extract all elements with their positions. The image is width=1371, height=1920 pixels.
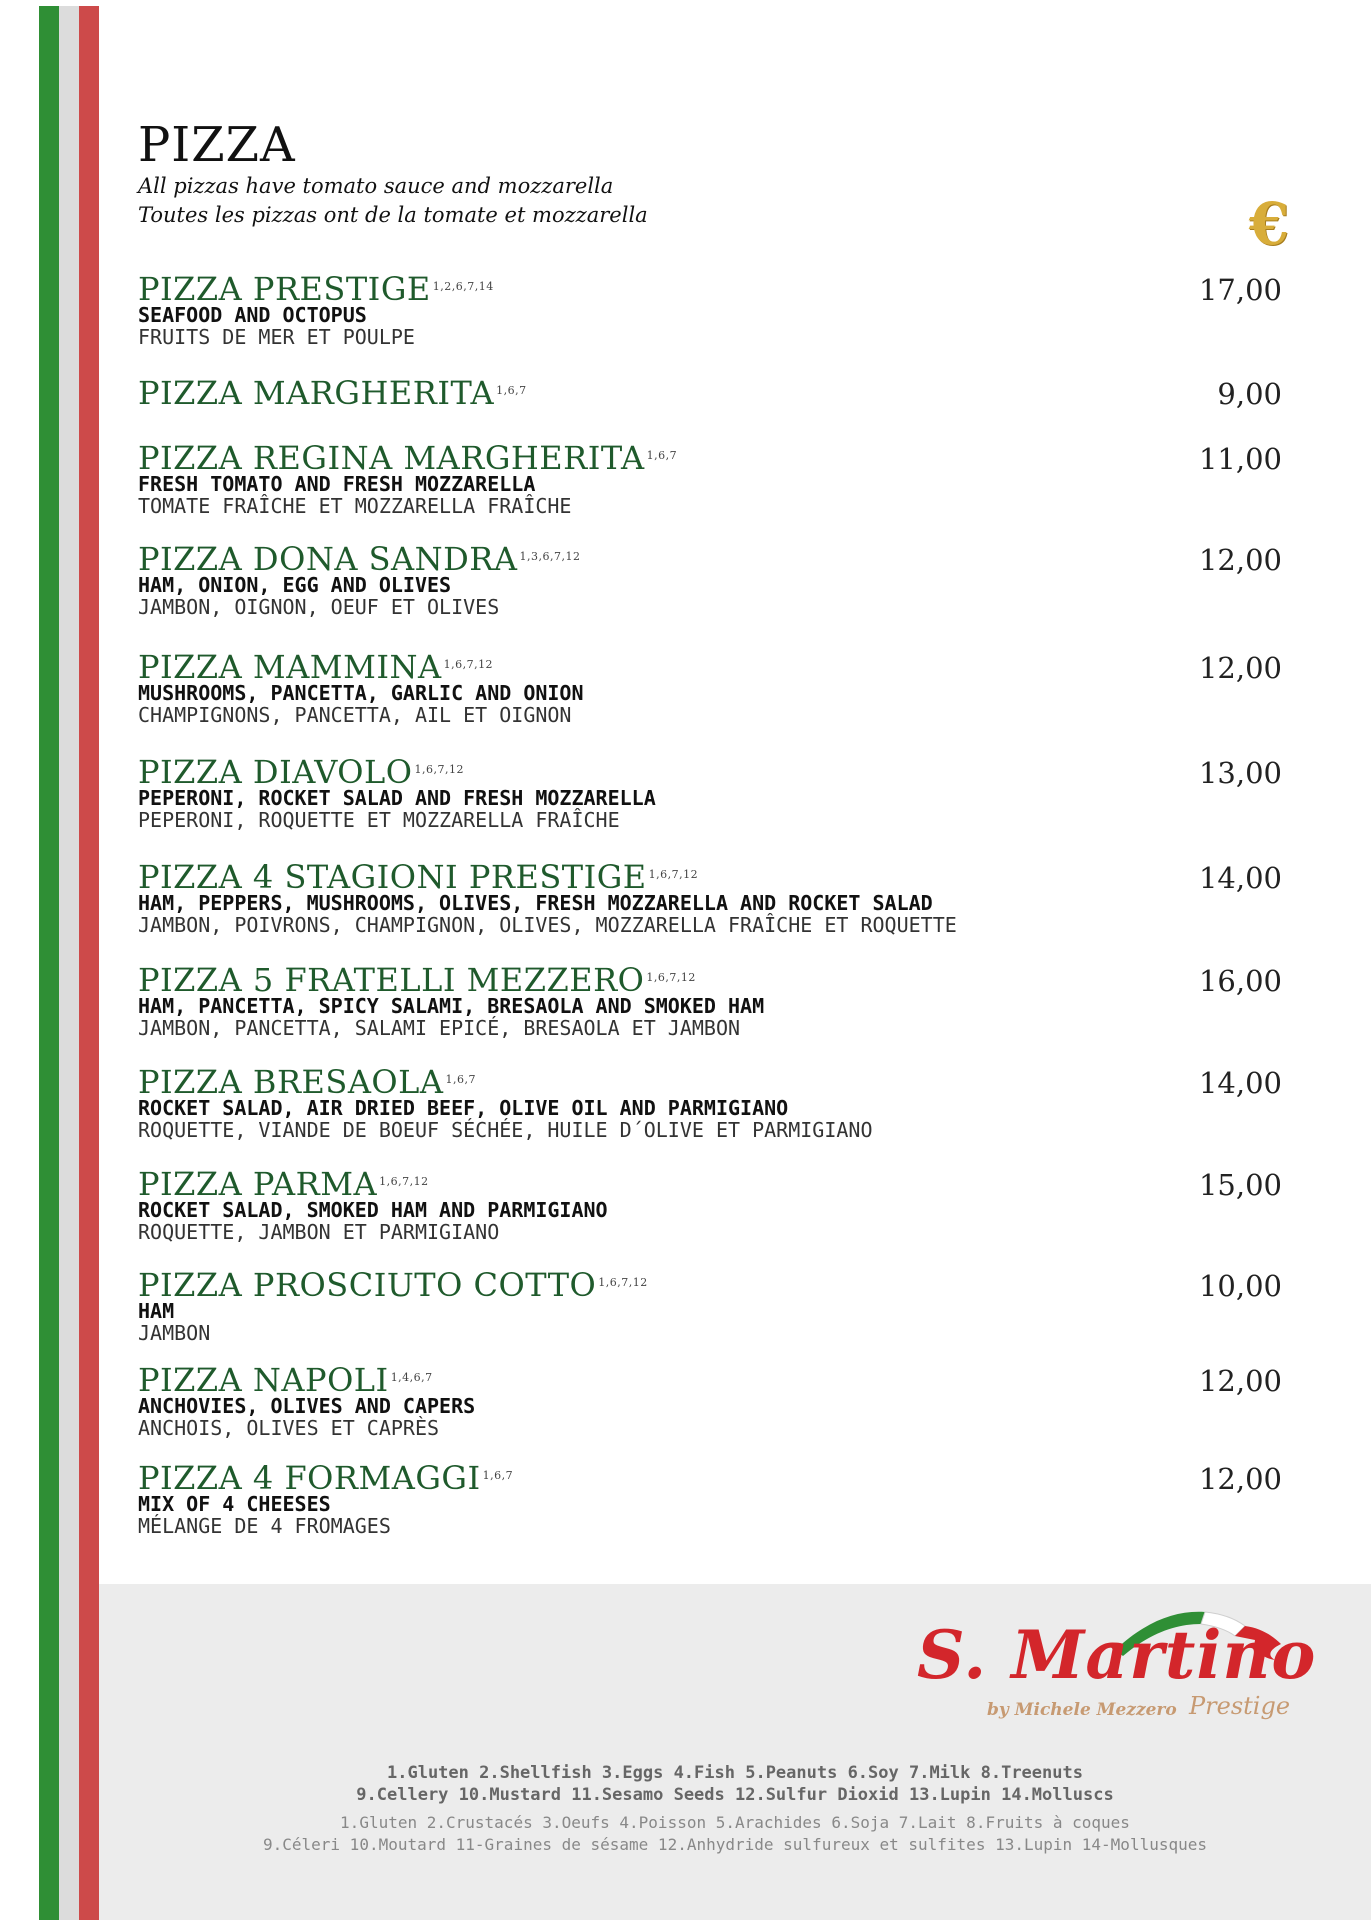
item-name: PIZZA REGINA MARGHERITA [138,439,645,477]
item-allergens: 1,6,7,12 [443,658,494,671]
menu-item [138,375,1288,411]
item-allergens: 1,6,7,12 [379,1175,429,1188]
item-description-fr: JAMBON, PANCETTA, SALAMI EPICÉ, BRESAOLA ET JAMBON [138,1016,741,1040]
item-name: PIZZA DIAVOLO [138,753,413,791]
item-description-en: ANCHOVIES, OLIVES AND CAPERS [138,1394,476,1418]
item-allergens: 1,6,7,12 [414,763,464,776]
menu-item [138,1460,1288,1537]
item-description-en: PEPERONI, ROCKET SALAD AND FRESH MOZZARELLA [138,786,656,810]
item-description-fr: JAMBON, POIVRONS, CHAMPIGNON, OLIVES, MOZZARELLA FRAÎCHE ET ROQUETTE [138,913,957,937]
item-description-fr: TOMATE FRAÎCHE ET MOZZARELLA FRAÎCHE [138,494,572,518]
item-description-fr: PEPERONI, ROQUETTE ET MOZZARELLA FRAÎCHE [138,808,620,832]
item-description-en: MUSHROOMS, PANCETTA, GARLIC AND ONION [138,681,584,705]
item-name: PIZZA MAMMINA [138,648,442,686]
item-price: 11,00 [1198,442,1282,476]
item-allergens: 1,6,7 [445,1073,477,1086]
item-description-en: SEAFOOD AND OCTOPUS [138,303,367,327]
logo-tagline: Prestige [1189,1692,1291,1720]
subtitle-fr: Toutes les pizzas ont de la tomate et mozzarella [138,203,648,227]
menu-item [138,1362,1288,1439]
item-name: PIZZA PRESTIGE [138,270,431,308]
item-price: 12,00 [1198,651,1282,685]
item-allergens: 1,6,7,12 [646,971,696,984]
allergen-legend-fr-line: 1.Gluten 2.Crustacés 3.Oeufs 4.Poisson 5.Arachides 6.Soja 7.Lait 8.Fruits à coques [340,1813,1130,1832]
footer-panel [99,1584,1371,1920]
menu-item [138,1166,1288,1243]
item-description-fr: JAMBON [138,1321,211,1345]
item-price: 12,00 [1198,1462,1282,1496]
item-name: PIZZA PROSCIUTO COTTO [138,1266,597,1304]
item-allergens: 1,3,6,7,12 [519,550,581,563]
item-name: PIZZA PARMA [138,1165,378,1203]
item-price: 9,00 [1217,377,1282,411]
allergen-legend-en-line: 9.Cellery 10.Mustard 11.Sesamo Seeds 12.Sulfur Dioxid 13.Lupin 14.Molluscs [356,1785,1114,1805]
item-description-en: MIX OF 4 CHEESES [138,1492,331,1516]
item-description-fr: MÉLANGE DE 4 FROMAGES [138,1514,391,1538]
item-description-en: HAM, PANCETTA, SPICY SALAMI, BRESAOLA AND SMOKED HAM [138,994,765,1018]
item-allergens: 1,6,7 [646,449,678,462]
item-description-en: FRESH TOMATO AND FRESH MOZZARELLA [138,472,536,496]
item-price: 14,00 [1198,1066,1282,1100]
menu-item [138,1267,1288,1344]
item-name: PIZZA 4 STAGIONI PRESTIGE [138,858,647,896]
item-description-fr: ROQUETTE, VIANDE DE BOEUF SÉCHÉE, HUILE D´OLIVE ET PARMIGIANO [138,1118,873,1142]
menu-item [138,962,1288,1039]
item-description-fr: ANCHOIS, OLIVES ET CAPRÈS [138,1416,440,1440]
item-price: 12,00 [1198,543,1282,577]
item-price: 15,00 [1198,1168,1282,1202]
item-allergens: 1,6,7 [496,384,527,397]
item-price: 14,00 [1198,861,1282,895]
item-allergens: 1,6,7 [482,1469,514,1482]
allergen-legend [99,1762,1371,1856]
allergen-legend-en-line: 1.Gluten 2.Shellfish 3.Eggs 4.Fish 5.Peanuts 6.Soy 7.Milk 8.Treenuts [387,1763,1083,1783]
menu-item [138,271,1288,348]
item-description-fr: JAMBON, OIGNON, OEUF ET OLIVES [138,595,500,619]
menu-item [138,859,1288,936]
item-price: 13,00 [1198,756,1282,790]
item-description-en: HAM [138,1299,175,1323]
logo-byline: by Michele Mezzero [987,1700,1177,1720]
euro-icon: € [1248,190,1290,258]
item-name: PIZZA 4 FORMAGGI [138,1459,481,1497]
item-price: 16,00 [1198,964,1282,998]
allergen-legend-fr-line: 9.Céleri 10.Moutard 11-Graines de sésame 12.Anhydride sulfureux et sulfites 13.Lupin 14-Mollusques [262,1835,1207,1854]
item-description-en: HAM, PEPPERS, MUSHROOMS, OLIVES, FRESH MOZZARELLA AND ROCKET SALAD [138,891,933,915]
item-name: PIZZA NAPOLI [138,1361,389,1399]
page-title: PIZZA [138,117,296,173]
item-description-fr: ROQUETTE, JAMBON ET PARMIGIANO [138,1220,500,1244]
item-price: 12,00 [1198,1364,1282,1398]
item-allergens: 1,6,7,12 [598,1276,648,1289]
menu-item [138,649,1288,726]
item-name: PIZZA 5 FRATELLI MEZZERO [138,961,645,999]
item-description-en: HAM, ONION, EGG AND OLIVES [138,573,452,597]
subtitle-en: All pizzas have tomato sauce and mozzarella [138,174,614,198]
item-price: 17,00 [1198,273,1282,307]
s-martino-logo [905,1602,1371,1722]
item-description-en: ROCKET SALAD, AIR DRIED BEEF, OLIVE OIL AND PARMIGIANO [138,1096,789,1120]
item-description-en: ROCKET SALAD, SMOKED HAM AND PARMIGIANO [138,1198,608,1222]
item-name: PIZZA BRESAOLA [138,1063,444,1101]
menu-item [138,440,1288,517]
logo-name: S. Martino [917,1616,1317,1694]
item-description-fr: CHAMPIGNONS, PANCETTA, AIL ET OIGNON [138,703,572,727]
item-allergens: 1,4,6,7 [390,1371,433,1384]
menu-item [138,1064,1288,1141]
item-description-fr: FRUITS DE MER ET POULPE [138,325,415,349]
menu-item [138,541,1288,618]
menu-item [138,754,1288,831]
item-price: 10,00 [1198,1269,1282,1303]
item-allergens: 1,2,6,7,14 [432,280,494,293]
item-name: PIZZA MARGHERITA [138,374,495,412]
item-allergens: 1,6,7,12 [648,868,699,881]
item-name: PIZZA DONA SANDRA [138,540,518,578]
